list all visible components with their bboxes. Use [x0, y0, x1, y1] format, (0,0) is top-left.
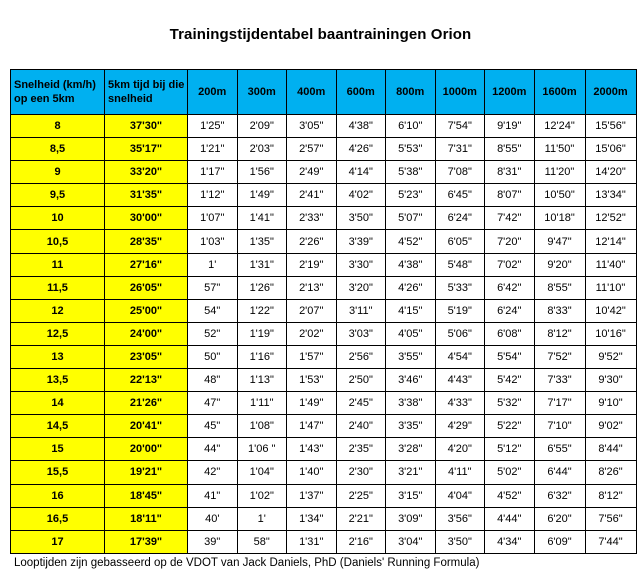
split-1200m-cell: 7'42" — [485, 207, 535, 230]
split-800m-cell: 5'38" — [386, 161, 436, 184]
split-300m-cell: 1'11" — [237, 392, 287, 415]
split-800m-cell: 4'15" — [386, 299, 436, 322]
table-row — [11, 230, 637, 253]
split-600m-cell: 2'21" — [336, 507, 386, 530]
split-200m-cell: 1'17" — [188, 161, 238, 184]
five-km-time-cell: 21'26" — [105, 392, 188, 415]
split-400m-cell: 1'47" — [287, 415, 337, 438]
split-400m-cell: 1'40" — [287, 461, 337, 484]
table-row — [11, 484, 637, 507]
split-1200m-cell: 9'19" — [485, 115, 535, 138]
split-400m-cell: 2'13" — [287, 276, 337, 299]
split-600m-cell: 3'39" — [336, 230, 386, 253]
split-1200m-cell: 5'32" — [485, 392, 535, 415]
split-600m-cell: 2'45" — [336, 392, 386, 415]
split-400m-cell: 1'49" — [287, 392, 337, 415]
speed-cell: 8 — [11, 115, 105, 138]
split-1000m-cell: 5'06" — [435, 322, 485, 345]
split-200m-cell: 1' — [188, 253, 238, 276]
speed-cell: 10,5 — [11, 230, 105, 253]
split-600m-cell: 2'35" — [336, 438, 386, 461]
split-800m-cell: 4'26" — [386, 276, 436, 299]
split-300m-cell: 1'06 " — [237, 438, 287, 461]
split-1200m-cell: 4'34" — [485, 530, 535, 553]
split-300m-cell: 2'09" — [237, 115, 287, 138]
table-row — [11, 299, 637, 322]
split-800m-cell: 5'07" — [386, 207, 436, 230]
split-400m-cell: 2'26" — [287, 230, 337, 253]
table-header-row — [11, 70, 637, 115]
speed-cell: 16 — [11, 484, 105, 507]
split-1000m-cell: 4'33" — [435, 392, 485, 415]
table-row — [11, 461, 637, 484]
split-1000m-cell: 4'29" — [435, 415, 485, 438]
five-km-time-cell: 18'11" — [105, 507, 188, 530]
table-row — [11, 369, 637, 392]
split-300m-cell: 1'08" — [237, 415, 287, 438]
split-1000m-cell: 3'50" — [435, 530, 485, 553]
split-1200m-cell: 4'52" — [485, 484, 535, 507]
table-row — [11, 276, 637, 299]
split-300m-cell: 2'03" — [237, 138, 287, 161]
split-800m-cell: 3'38" — [386, 392, 436, 415]
split-600m-cell: 3'20" — [336, 276, 386, 299]
split-2000m-cell: 10'16" — [585, 322, 636, 345]
split-2000m-cell: 7'56" — [585, 507, 636, 530]
five-km-time-cell: 37'30" — [105, 115, 188, 138]
split-800m-cell: 6'10" — [386, 115, 436, 138]
footnote: Looptijden zijn gebasseerd op de VDOT van Jack Daniels, PhD (Daniels' Running Formula) — [14, 557, 480, 569]
split-300m-cell: 1' — [237, 507, 287, 530]
split-200m-cell: 42" — [188, 461, 238, 484]
split-600m-cell: 4'14" — [336, 161, 386, 184]
split-200m-cell: 54" — [188, 299, 238, 322]
split-1000m-cell: 4'20" — [435, 438, 485, 461]
five-km-time-cell: 35'17" — [105, 138, 188, 161]
speed-cell: 8,5 — [11, 138, 105, 161]
speed-cell: 14 — [11, 392, 105, 415]
split-1000m-cell: 7'31" — [435, 138, 485, 161]
split-800m-cell: 3'46" — [386, 369, 436, 392]
split-300m-cell: 58" — [237, 530, 287, 553]
split-1000m-cell: 7'54" — [435, 115, 485, 138]
split-2000m-cell: 15'06" — [585, 138, 636, 161]
split-800m-cell: 3'35" — [386, 415, 436, 438]
five-km-time-cell: 20'41" — [105, 415, 188, 438]
split-1200m-cell: 8'07" — [485, 184, 535, 207]
split-400m-cell: 3'05" — [287, 115, 337, 138]
split-600m-cell: 2'50" — [336, 369, 386, 392]
split-300m-cell: 1'35" — [237, 230, 287, 253]
split-200m-cell: 57" — [188, 276, 238, 299]
table-row — [11, 253, 637, 276]
split-2000m-cell: 9'52" — [585, 345, 636, 368]
speed-cell: 17 — [11, 530, 105, 553]
table-row — [11, 322, 637, 345]
split-1600m-cell: 6'55" — [534, 438, 585, 461]
header-200m: 200m — [188, 70, 238, 115]
split-200m-cell: 41" — [188, 484, 238, 507]
table-row — [11, 207, 637, 230]
split-1600m-cell: 7'52" — [534, 345, 585, 368]
split-1600m-cell: 8'55" — [534, 276, 585, 299]
split-1600m-cell: 6'44" — [534, 461, 585, 484]
split-800m-cell: 3'55" — [386, 345, 436, 368]
split-600m-cell: 2'56" — [336, 345, 386, 368]
split-2000m-cell: 14'20" — [585, 161, 636, 184]
split-1000m-cell: 6'45" — [435, 184, 485, 207]
split-300m-cell: 1'04" — [237, 461, 287, 484]
table-row — [11, 184, 637, 207]
speed-cell: 11 — [11, 253, 105, 276]
split-200m-cell: 52" — [188, 322, 238, 345]
table-row — [11, 530, 637, 553]
split-800m-cell: 3'09" — [386, 507, 436, 530]
five-km-time-cell: 23'05" — [105, 345, 188, 368]
split-200m-cell: 48" — [188, 369, 238, 392]
split-1000m-cell: 5'19" — [435, 299, 485, 322]
split-1200m-cell: 5'22" — [485, 415, 535, 438]
split-1000m-cell: 4'54" — [435, 345, 485, 368]
split-200m-cell: 47" — [188, 392, 238, 415]
split-1600m-cell: 7'17" — [534, 392, 585, 415]
split-200m-cell: 1'21" — [188, 138, 238, 161]
split-200m-cell: 1'03" — [188, 230, 238, 253]
split-400m-cell: 1'53" — [287, 369, 337, 392]
split-200m-cell: 50" — [188, 345, 238, 368]
split-1000m-cell: 7'08" — [435, 161, 485, 184]
speed-cell: 13 — [11, 345, 105, 368]
split-1200m-cell: 4'44" — [485, 507, 535, 530]
split-300m-cell: 1'41" — [237, 207, 287, 230]
split-1600m-cell: 6'09" — [534, 530, 585, 553]
split-600m-cell: 3'30" — [336, 253, 386, 276]
five-km-time-cell: 30'00" — [105, 207, 188, 230]
split-400m-cell: 2'57" — [287, 138, 337, 161]
split-1000m-cell: 5'33" — [435, 276, 485, 299]
split-2000m-cell: 8'44" — [585, 438, 636, 461]
split-400m-cell: 2'49" — [287, 161, 337, 184]
split-2000m-cell: 11'10" — [585, 276, 636, 299]
split-400m-cell: 1'43" — [287, 438, 337, 461]
split-400m-cell: 1'34" — [287, 507, 337, 530]
split-300m-cell: 1'56" — [237, 161, 287, 184]
split-1600m-cell: 7'33" — [534, 369, 585, 392]
split-1200m-cell: 5'02" — [485, 461, 535, 484]
split-1200m-cell: 5'12" — [485, 438, 535, 461]
header-1600m: 1600m — [534, 70, 585, 115]
split-2000m-cell: 12'52" — [585, 207, 636, 230]
split-1600m-cell: 12'24" — [534, 115, 585, 138]
split-1200m-cell: 5'54" — [485, 345, 535, 368]
split-300m-cell: 1'13" — [237, 369, 287, 392]
header-300m: 300m — [237, 70, 287, 115]
split-2000m-cell: 12'14" — [585, 230, 636, 253]
header-speed: Snelheid (km/h) op een 5km — [11, 70, 105, 115]
split-1000m-cell: 5'48" — [435, 253, 485, 276]
header-800m: 800m — [386, 70, 436, 115]
table-row — [11, 507, 637, 530]
table-row — [11, 138, 637, 161]
header-5km-time: 5km tijd bij die snelheid — [105, 70, 188, 115]
split-300m-cell: 1'19" — [237, 322, 287, 345]
page-title: Trainingstijdentabel baantrainingen Orion — [169, 26, 472, 43]
speed-cell: 11,5 — [11, 276, 105, 299]
split-1000m-cell: 4'04" — [435, 484, 485, 507]
split-400m-cell: 2'07" — [287, 299, 337, 322]
speed-cell: 15,5 — [11, 461, 105, 484]
speed-cell: 9 — [11, 161, 105, 184]
split-300m-cell: 1'26" — [237, 276, 287, 299]
five-km-time-cell: 28'35" — [105, 230, 188, 253]
split-2000m-cell: 9'10" — [585, 392, 636, 415]
split-1200m-cell: 7'20" — [485, 230, 535, 253]
speed-cell: 12,5 — [11, 322, 105, 345]
table-row — [11, 161, 637, 184]
split-2000m-cell: 13'34" — [585, 184, 636, 207]
split-1000m-cell: 4'11" — [435, 461, 485, 484]
speed-cell: 14,5 — [11, 415, 105, 438]
split-1600m-cell: 7'10" — [534, 415, 585, 438]
five-km-time-cell: 31'35" — [105, 184, 188, 207]
split-200m-cell: 1'07" — [188, 207, 238, 230]
table-row — [11, 345, 637, 368]
header-1200m: 1200m — [485, 70, 535, 115]
split-800m-cell: 3'21" — [386, 461, 436, 484]
split-1600m-cell: 11'50" — [534, 138, 585, 161]
split-600m-cell: 4'26" — [336, 138, 386, 161]
split-2000m-cell: 9'02" — [585, 415, 636, 438]
split-600m-cell: 3'50" — [336, 207, 386, 230]
split-1600m-cell: 8'33" — [534, 299, 585, 322]
split-600m-cell: 2'40" — [336, 415, 386, 438]
five-km-time-cell: 26'05" — [105, 276, 188, 299]
split-800m-cell: 4'05" — [386, 322, 436, 345]
split-600m-cell: 2'30" — [336, 461, 386, 484]
split-600m-cell: 4'02" — [336, 184, 386, 207]
split-1200m-cell: 8'55" — [485, 138, 535, 161]
split-400m-cell: 2'02" — [287, 322, 337, 345]
speed-cell: 16,5 — [11, 507, 105, 530]
five-km-time-cell: 25'00" — [105, 299, 188, 322]
split-600m-cell: 2'16" — [336, 530, 386, 553]
header-2000m: 2000m — [585, 70, 636, 115]
split-1600m-cell: 6'32" — [534, 484, 585, 507]
speed-cell: 10 — [11, 207, 105, 230]
five-km-time-cell: 33'20" — [105, 161, 188, 184]
split-1600m-cell: 6'20" — [534, 507, 585, 530]
split-600m-cell: 2'25" — [336, 484, 386, 507]
split-1200m-cell: 8'31" — [485, 161, 535, 184]
split-600m-cell: 3'03" — [336, 322, 386, 345]
split-400m-cell: 1'37" — [287, 484, 337, 507]
split-400m-cell: 2'41" — [287, 184, 337, 207]
split-1600m-cell: 9'20" — [534, 253, 585, 276]
split-2000m-cell: 8'26" — [585, 461, 636, 484]
split-1600m-cell: 11'20" — [534, 161, 585, 184]
split-1600m-cell: 10'18" — [534, 207, 585, 230]
table-row — [11, 115, 637, 138]
split-1000m-cell: 6'05" — [435, 230, 485, 253]
split-800m-cell: 3'04" — [386, 530, 436, 553]
split-1600m-cell: 9'47" — [534, 230, 585, 253]
split-400m-cell: 2'19" — [287, 253, 337, 276]
split-800m-cell: 4'52" — [386, 230, 436, 253]
split-200m-cell: 40' — [188, 507, 238, 530]
split-300m-cell: 1'02" — [237, 484, 287, 507]
split-200m-cell: 1'12" — [188, 184, 238, 207]
five-km-time-cell: 20'00" — [105, 438, 188, 461]
header-400m: 400m — [287, 70, 337, 115]
speed-cell: 13,5 — [11, 369, 105, 392]
five-km-time-cell: 24'00" — [105, 322, 188, 345]
split-800m-cell: 4'38" — [386, 253, 436, 276]
split-1600m-cell: 10'50" — [534, 184, 585, 207]
five-km-time-cell: 17'39" — [105, 530, 188, 553]
split-200m-cell: 44" — [188, 438, 238, 461]
split-600m-cell: 4'38" — [336, 115, 386, 138]
split-2000m-cell: 11'40" — [585, 253, 636, 276]
table-row — [11, 438, 637, 461]
split-2000m-cell: 7'44" — [585, 530, 636, 553]
split-800m-cell: 3'15" — [386, 484, 436, 507]
table-row — [11, 415, 637, 438]
split-2000m-cell: 8'12" — [585, 484, 636, 507]
split-200m-cell: 45" — [188, 415, 238, 438]
split-300m-cell: 1'22" — [237, 299, 287, 322]
five-km-time-cell: 18'45" — [105, 484, 188, 507]
split-1000m-cell: 3'56" — [435, 507, 485, 530]
split-2000m-cell: 9'30" — [585, 369, 636, 392]
split-800m-cell: 3'28" — [386, 438, 436, 461]
split-1200m-cell: 6'08" — [485, 322, 535, 345]
split-400m-cell: 1'57" — [287, 345, 337, 368]
speed-cell: 9,5 — [11, 184, 105, 207]
five-km-time-cell: 22'13" — [105, 369, 188, 392]
split-200m-cell: 1'25" — [188, 115, 238, 138]
split-300m-cell: 1'16" — [237, 345, 287, 368]
speed-cell: 12 — [11, 299, 105, 322]
split-200m-cell: 39" — [188, 530, 238, 553]
five-km-time-cell: 19'21" — [105, 461, 188, 484]
split-300m-cell: 1'49" — [237, 184, 287, 207]
header-1000m: 1000m — [435, 70, 485, 115]
split-300m-cell: 1'31" — [237, 253, 287, 276]
split-1200m-cell: 7'02" — [485, 253, 535, 276]
table-body — [11, 115, 637, 554]
split-1200m-cell: 5'42" — [485, 369, 535, 392]
speed-cell: 15 — [11, 438, 105, 461]
split-400m-cell: 2'33" — [287, 207, 337, 230]
table-row — [11, 392, 637, 415]
split-1600m-cell: 8'12" — [534, 322, 585, 345]
split-800m-cell: 5'23" — [386, 184, 436, 207]
split-800m-cell: 5'53" — [386, 138, 436, 161]
split-600m-cell: 3'11" — [336, 299, 386, 322]
five-km-time-cell: 27'16" — [105, 253, 188, 276]
training-times-table — [10, 69, 637, 554]
split-1000m-cell: 4'43" — [435, 369, 485, 392]
split-400m-cell: 1'31" — [287, 530, 337, 553]
split-2000m-cell: 15'56" — [585, 115, 636, 138]
split-1200m-cell: 6'42" — [485, 276, 535, 299]
header-600m: 600m — [336, 70, 386, 115]
split-1200m-cell: 6'24" — [485, 299, 535, 322]
split-1000m-cell: 6'24" — [435, 207, 485, 230]
split-2000m-cell: 10'42" — [585, 299, 636, 322]
